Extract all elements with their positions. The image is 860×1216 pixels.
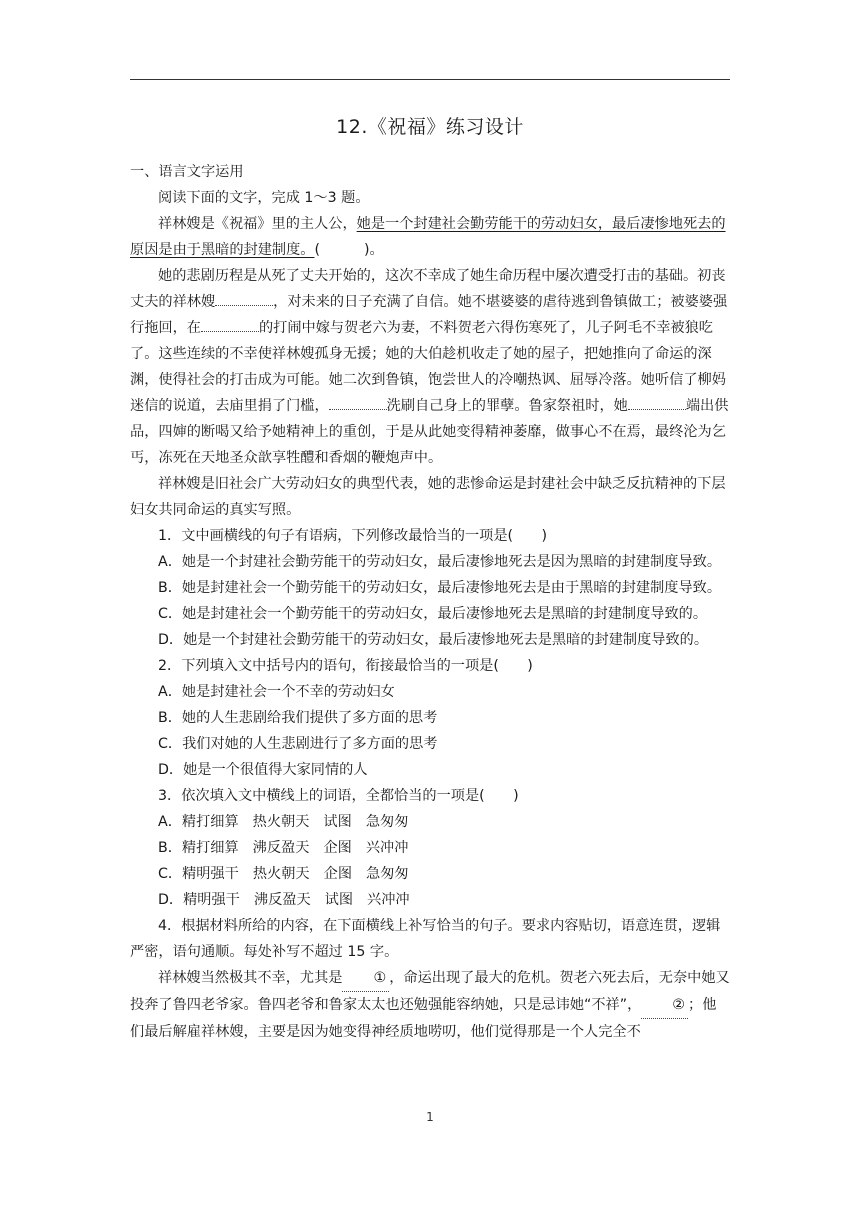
fill-blank-2[interactable] — [201, 317, 259, 332]
option-word: 兴冲冲 — [367, 892, 410, 908]
passage-text: ；他们最后解雇祥林嫂，主要是因为她变得神经质地唠叨，他们觉得那是一个人完全不 — [130, 997, 717, 1040]
option-word: 企图 — [323, 840, 352, 856]
passage-paragraph-3: 祥林嫂是旧社会广大劳动妇女的典型代表，她的悲惨命运是封建社会中缺乏反抗精神的下层妇女共同命运的真实写照。 — [130, 476, 726, 518]
q2-option-a[interactable]: A．她是封建社会一个不幸的劳动妇女 — [158, 684, 395, 700]
q2-option-c[interactable]: C．我们对她的人生悲剧进行了多方面的思考 — [158, 736, 438, 752]
fill-blank-1[interactable] — [215, 291, 273, 306]
passage-paragraph-1 — [130, 211, 730, 263]
fill-blank-3[interactable] — [329, 395, 387, 410]
passage-paragraph-2 — [130, 263, 730, 471]
passage-text: ，命运出现了最大的危机。贺老六死去后，无奈中她又投奔了鲁四老爷家。鲁四老爷和鲁家太太也还勉强能容纳她，只是忌讳她“不祥”， — [130, 970, 730, 1013]
paren-close: )。 — [364, 242, 384, 258]
q1-option-c[interactable]: C．她是封建社会一个勤劳能干的劳动妇女，最后凄惨地死去是黑暗的封建制度导致的。 — [158, 606, 708, 622]
header-rule — [130, 79, 730, 80]
document-page — [130, 112, 730, 1045]
passage-text: 的打闹中嫁与贺老六为妻，不料贺老六得伤寒死了，儿子阿毛不幸被狼吃了。这些连续的不幸使祥林嫂孤身无援；她的大伯趁机收走了她的屋子，把她推向了命运的深渊，使得社会的打击成为可能。她二次到鲁镇，饱尝世人的冷嘲热讽、屈辱冷落。她听信了柳妈迷信的说道，去庙里捐了门槛， — [130, 320, 726, 414]
option-word: 兴冲冲 — [365, 840, 409, 856]
q3-option-d[interactable] — [130, 887, 730, 913]
question-3-stem: 3．依次填入文中横线上的词语，全都恰当的一项是( ) — [158, 788, 519, 804]
page-title: 12.《祝福》练习设计 — [336, 116, 524, 138]
passage-text: 端出供品，四婶的断喝又给予她精神上的重创，于是从此她变得精神萎靡，做事心不在焉，最终沦为乞丐，冻死在天地圣众歆享牲醴和香烟的鞭炮声中。 — [130, 398, 729, 466]
passage-text: ，对未来的日子充满了自信。她不堪婆婆的虐待逃到鲁镇做工；被婆婆强行拖回，在 — [130, 294, 728, 336]
instruction-text: 阅读下面的文字，完成 1～3 题。 — [158, 190, 370, 206]
option-word: 急匆匆 — [366, 866, 409, 882]
question-1-stem: 1．文中画横线的句子有语病，下列修改最恰当的一项是( ) — [158, 528, 547, 544]
passage-text: 祥林嫂是《祝福》里的主人公， — [158, 216, 357, 232]
fill-blank-circled-2[interactable]: ② — [641, 992, 688, 1019]
option-word: 沸反盈天 — [252, 840, 310, 856]
option-word: 热火朝天 — [252, 814, 310, 830]
fill-blank-circled-1[interactable]: ① — [342, 965, 389, 992]
q3-option-b[interactable] — [130, 835, 730, 861]
option-word: 沸反盈天 — [253, 892, 311, 908]
option-word: D．精明强干 — [158, 892, 240, 908]
passage-text: 她的悲剧历程是从死了丈夫开始的，这次不幸成了她生命历程中屡次遭受打击的基础。初丧丈夫的祥林嫂 — [130, 268, 726, 310]
option-word: B．精打细算 — [158, 840, 239, 856]
q2-option-b[interactable]: B．她的人生悲剧给我们提供了多方面的思考 — [158, 710, 438, 726]
option-word: 试图 — [324, 892, 354, 908]
fill-blank-4[interactable] — [628, 395, 686, 410]
option-word: 急匆匆 — [365, 814, 409, 830]
option-word: 试图 — [323, 814, 352, 830]
option-word: A．精打细算 — [158, 814, 239, 830]
q3-option-c[interactable] — [130, 861, 730, 887]
q2-option-d[interactable]: D．她是一个很值得大家同情的人 — [158, 762, 368, 778]
q1-option-a[interactable]: A．她是一个封建社会勤劳能干的劳动妇女，最后凄惨地死去是因为黑暗的封建制度导致。 — [158, 554, 722, 570]
option-word: 热火朝天 — [252, 866, 310, 882]
underlined-sentence: 她是一个封建社会勤劳能干的劳动妇女，最后凄惨地死去的原因是由于黑暗的封建制度。 — [130, 216, 726, 258]
question-4-stem: 4．根据材料所给的内容，在下面横线上补写恰当的句子。要求内容贴切，语意连贯，逻辑严密，语句通顺。每处补写不超过 15 字。 — [130, 918, 721, 960]
question-2-stem: 2．下列填入文中括号内的语句，衔接最恰当的一项是( ) — [158, 658, 533, 674]
passage-text: 祥林嫂当然极其不幸，尤其是 — [158, 970, 343, 986]
q1-option-d[interactable]: D．她是一个封建社会勤劳能干的劳动妇女，最后凄惨地死去是黑暗的封建制度导致的。 — [158, 632, 709, 648]
option-word: C．精明强干 — [158, 866, 239, 882]
option-word: 企图 — [323, 866, 353, 882]
question-4-passage — [130, 965, 730, 1045]
page-number: 1 — [426, 1110, 434, 1124]
q1-option-b[interactable]: B．她是封建社会一个勤劳能干的劳动妇女，最后凄惨地死去是由于黑暗的封建制度导致。 — [158, 580, 722, 596]
passage-text: 洗刷自己身上的罪孽。鲁家祭祖时，她 — [386, 398, 628, 414]
document-body — [130, 159, 730, 1045]
section-heading: 一、语言文字运用 — [130, 164, 244, 180]
q3-option-a[interactable] — [130, 809, 730, 835]
paren-open: ( — [314, 242, 320, 258]
